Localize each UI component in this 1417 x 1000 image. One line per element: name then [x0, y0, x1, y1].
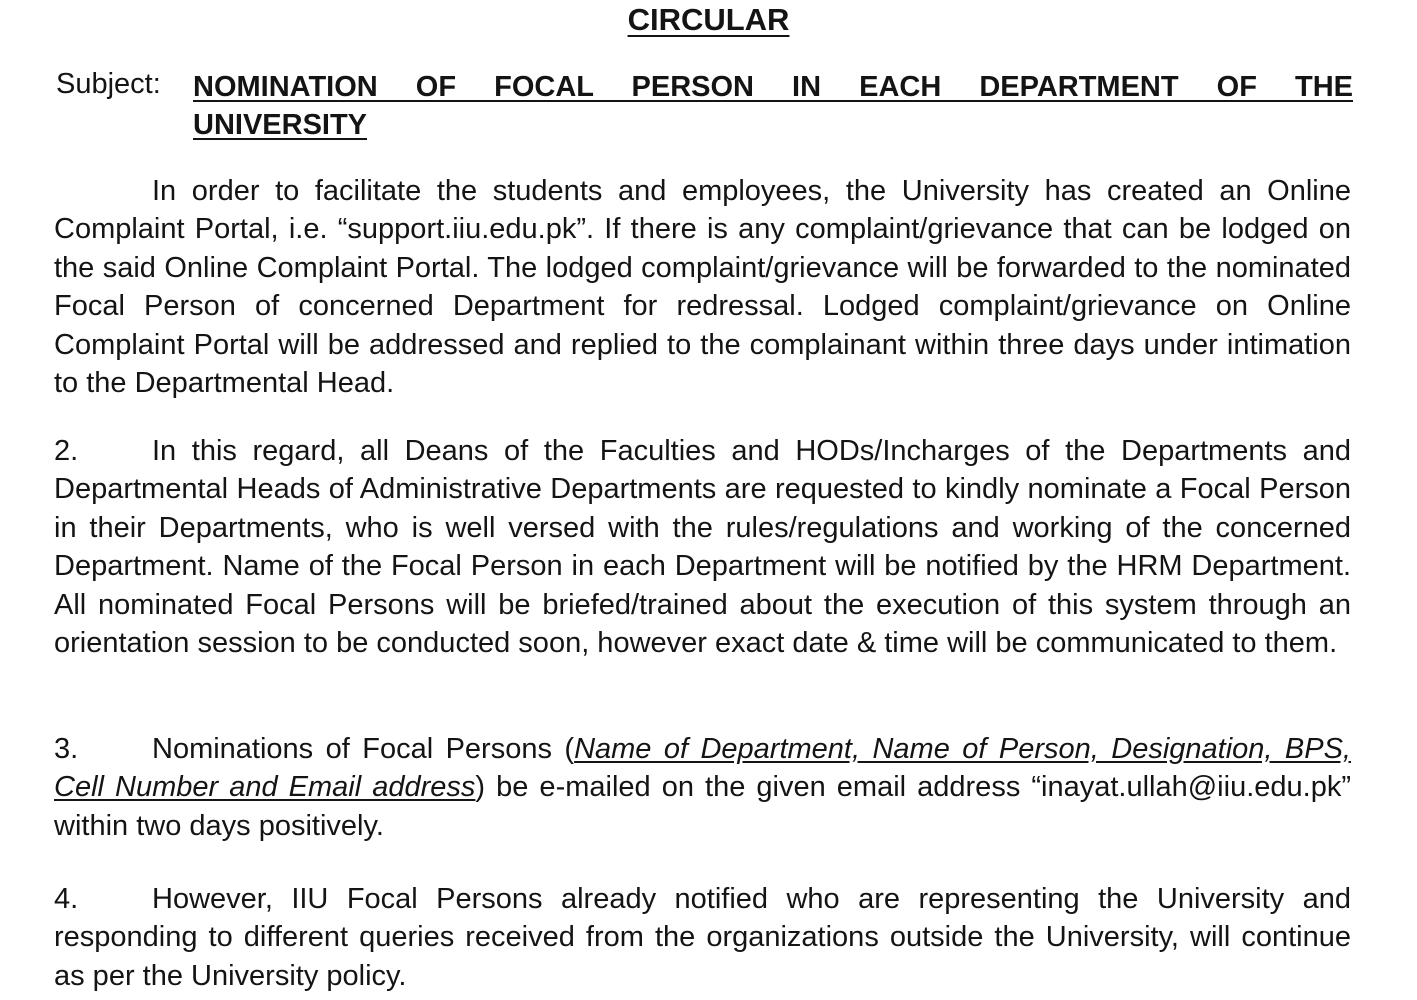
- subject-heading: NOMINATION OF FOCAL PERSON IN EACH DEPARTMENT OF THE UNIVERSITY: [193, 71, 1353, 141]
- paragraph-2-text: In this regard, all Deans of the Faculties and HODs/Incharges of the Departments and Departmental Heads of Administrative Departments are requested to kindly nominate a Focal Person in their Departments, who is well versed with the rules/regulations and working of the concerned Department. Name of the Focal Person in each Department will be notified by the HRM Department. All nominated Focal Persons will be briefed/trained about the execution of this system through an orientation session to be conducted soon, however exact date & time will be communicated to them.: [54, 435, 1351, 660]
- paragraph-2-number: 2.: [54, 435, 79, 467]
- paragraph-3-number: 3.: [54, 733, 79, 765]
- paragraph-1: [54, 172, 1351, 402]
- paragraph-4-number: 4.: [54, 883, 79, 915]
- paragraph-3-emphasis: Name of Department, Name of Person, Designation, BPS, Cell Number and Email address: [54, 733, 1351, 804]
- paragraph-1-text: In order to facilitate the students and employees, the University has created an Online Complaint Portal, i.e. “support.iiu.edu.pk”. If there is any complaint/grievance that can be lodged on the said Online Complaint Portal. The lodged complaint/grievance will be forwarded to the nominated Focal Person of concerned Department for redressal. Lodged complaint/grievance on Online Complaint Portal will be addressed and replied to the complainant within three days under intimation to the Departmental Head.: [54, 175, 1351, 400]
- subject-label: Subject:: [56, 68, 161, 100]
- paragraph-4-text: However, IIU Focal Persons already notified who are representing the University and responding to different queries received from the organizations outside the University, will continue as per the University policy.: [54, 883, 1351, 992]
- paragraph-3: [54, 730, 1351, 845]
- paragraph-3-text-after: ) be e-mailed on the given email address “inayat.ullah@iiu.edu.pk” within two days positively.: [54, 771, 1351, 842]
- paragraph-4: [54, 880, 1351, 995]
- paragraph-3-text-before: Nominations of Focal Persons (: [152, 733, 575, 765]
- document-title: CIRCULAR: [627, 2, 790, 37]
- paragraph-2: [54, 432, 1351, 662]
